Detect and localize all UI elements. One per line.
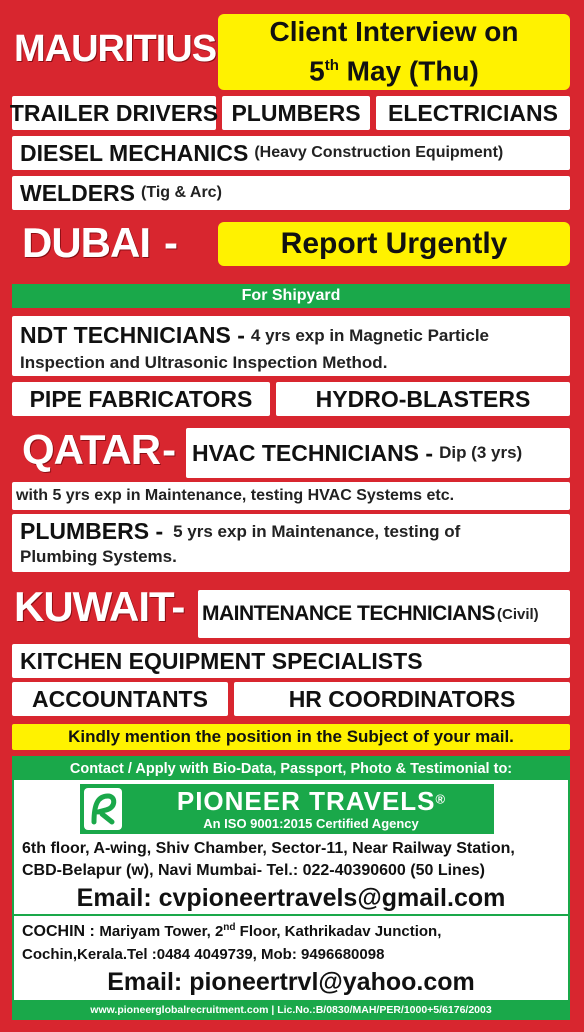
interview-line-2: 5th May (Thu) bbox=[309, 55, 479, 87]
interview-banner bbox=[218, 14, 570, 90]
shipyard-bar: For Shipyard bbox=[12, 284, 570, 308]
qatar-country-title: QATAR- bbox=[22, 426, 176, 473]
dubai-country-title: DUBAI - bbox=[22, 219, 177, 266]
registered-mark: ® bbox=[435, 791, 446, 807]
job-pipe-fabricators: PIPE FABRICATORS bbox=[12, 382, 270, 416]
hvac-experience: with 5 yrs exp in Maintenance, testing HVAC Systems etc. bbox=[12, 482, 570, 510]
footer-website-license[interactable]: www.pioneerglobalrecruitment.com | Lic.No.:B/0830/MAH/PER/1000+5/6176/2003 bbox=[90, 1004, 492, 1016]
job-hydro-blasters: HYDRO-BLASTERS bbox=[276, 382, 570, 416]
job-diesel-mechanics: DIESEL MECHANICS (Heavy Construction Equipment) bbox=[12, 136, 570, 170]
job-hr-coordinators: HR COORDINATORS bbox=[234, 682, 570, 716]
job-electricians: ELECTRICIANS bbox=[376, 96, 570, 130]
cochin-address-line-1: COCHIN : Mariyam Tower, 2nd Floor, Kathrikadav Junction, bbox=[22, 922, 442, 940]
job-plumbers: PLUMBERS bbox=[222, 96, 370, 130]
contact-divider bbox=[14, 914, 568, 916]
job-accountants: ACCOUNTANTS bbox=[12, 682, 228, 716]
job-welders: WELDERS (Tig & Arc) bbox=[12, 176, 570, 210]
iso-certification: An ISO 9001:2015 Certified Agency bbox=[203, 816, 419, 831]
pioneer-logo-bar bbox=[80, 784, 494, 834]
report-urgently-banner: Report Urgently bbox=[218, 222, 570, 266]
email-cochin[interactable]: Email: pioneertrvl@yahoo.com bbox=[107, 967, 475, 996]
mumbai-address-line-2: CBD-Belapur (w), Navi Mumbai- Tel.: 022-40390600 (50 Lines) bbox=[22, 862, 485, 879]
company-name: PIONEER TRAVELS bbox=[176, 786, 436, 816]
job-kitchen-equipment: KITCHEN EQUIPMENT SPECIALISTS bbox=[12, 644, 570, 678]
mauritius-country-title: MAURITIUS bbox=[14, 28, 217, 70]
email-mumbai[interactable]: Email: cvpioneertravels@gmail.com bbox=[76, 883, 506, 912]
footer-bar bbox=[14, 1000, 568, 1020]
job-qatar-plumbers: PLUMBERS - 5 yrs exp in Maintenance, testing of Plumbing Systems. bbox=[12, 514, 570, 572]
interview-line-1: Client Interview on bbox=[269, 16, 519, 48]
contact-header: Contact / Apply with Bio-Data, Passport, Photo & Testimonial to: bbox=[14, 758, 568, 780]
subject-notice: Kindly mention the position in the Subject of your mail. bbox=[12, 724, 570, 750]
job-trailer-drivers: TRAILER DRIVERS bbox=[12, 96, 216, 130]
cochin-address-line-2: Cochin,Kerala.Tel :0484 4049739, Mob: 9496680098 bbox=[22, 946, 385, 963]
mumbai-address-line-1: 6th floor, A-wing, Shiv Chamber, Sector-11, Near Railway Station, bbox=[22, 840, 515, 857]
job-hvac-technicians: HVAC TECHNICIANS - Dip (3 yrs) bbox=[186, 428, 570, 478]
kuwait-country-title: KUWAIT- bbox=[14, 583, 185, 630]
pioneer-logo-icon bbox=[84, 788, 122, 830]
job-ndt-technicians: NDT TECHNICIANS - 4 yrs exp in Magnetic Particle Inspection and Ultrasonic Inspection Method. bbox=[12, 316, 570, 376]
job-maintenance-technicians: MAINTENANCE TECHNICIANS (Civil) bbox=[198, 590, 570, 638]
